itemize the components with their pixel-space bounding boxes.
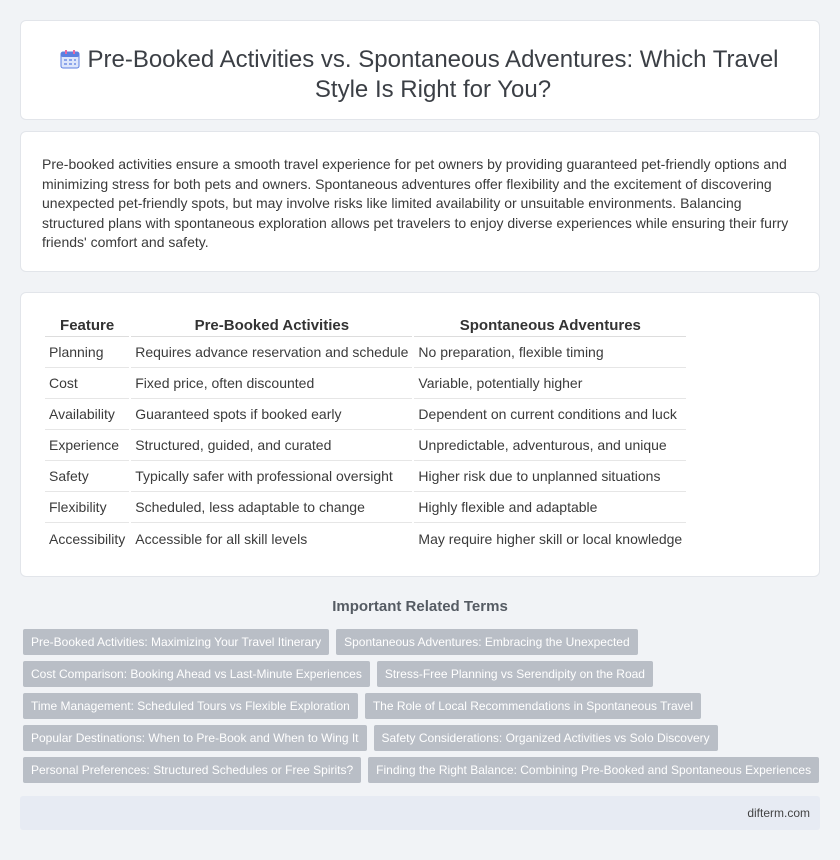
table-cell: No preparation, flexible timing [414,337,686,368]
intro-card [20,131,820,272]
table-cell: Unpredictable, adventurous, and unique [414,430,686,461]
table-cell: Cost [45,368,129,399]
table-row [45,523,686,554]
table-header-row [45,315,686,337]
table-cell: Higher risk due to unplanned situations [414,461,686,492]
title-card [20,20,820,120]
table-cell: Guaranteed spots if booked early [131,399,412,430]
related-term-tag[interactable]: Personal Preferences: Structured Schedules or Free Spirits? [23,757,361,783]
tag-row [23,725,823,751]
table-cell: Planning [45,337,129,368]
table-cell: Dependent on current conditions and luck [414,399,686,430]
table-cell: Accessibility [49,530,126,547]
table-row [45,492,686,523]
table-cell: Fixed price, often discounted [131,368,412,399]
related-term-tag[interactable]: Popular Destinations: When to Pre-Book and When to Wing It [23,725,367,751]
title-wrap [21,45,819,105]
table-cell: Safety [45,461,129,492]
column-header: Spontaneous Adventures [414,315,686,337]
table-cell: Flexibility [45,492,129,523]
tag-row [23,757,823,783]
table-cell: Typically safer with professional oversight [131,461,412,492]
related-term-tag[interactable]: Spontaneous Adventures: Embracing the Unexpected [336,629,638,655]
tag-row [23,629,823,655]
related-term-tag[interactable]: Stress-Free Planning vs Serendipity on the Road [377,661,653,687]
table-row [45,461,686,492]
footer-site-link[interactable]: difterm.com [747,806,810,820]
calendar-icon [59,48,81,70]
table-row [45,368,686,399]
related-term-tag[interactable]: Pre-Booked Activities: Maximizing Your Travel Itinerary [23,629,329,655]
intro-paragraph: Pre-booked activities ensure a smooth travel experience for pet owners by providing guaranteed pet-friendly options and minimizing stress for both pets and owners. Spontaneous adventures offer flexibility and the excitement of discovering unexpected pet-friendly spots, but may involve risks like limited availability or unsuitable environments. Balancing structured plans with spontaneous exploration allows pet travelers to enjoy diverse experiences while ensuring their furry friends' comfort and safety. [42,156,789,251]
column-header: Pre-Booked Activities [131,315,412,337]
footer [20,796,820,830]
table-cell: Scheduled, less adaptable to change [131,492,412,523]
related-term-tag[interactable]: The Role of Local Recommendations in Spontaneous Travel [365,693,701,719]
table-cell: Experience [45,430,129,461]
table-cell: Availability [45,399,129,430]
table-row [45,430,686,461]
table-cell: May require higher skill or local knowledge [418,530,683,547]
table-cell: Requires advance reservation and schedule [131,337,412,368]
related-term-tag[interactable]: Cost Comparison: Booking Ahead vs Last-Minute Experiences [23,661,370,687]
tag-row [23,693,823,719]
page-title: Pre-Booked Activities vs. Spontaneous Adventures: Which Travel Style Is Right for You? [87,46,779,103]
column-header: Feature [45,315,129,337]
table-row [45,399,686,430]
related-terms-heading: Important Related Terms [332,598,508,615]
table-cell: Variable, potentially higher [414,368,686,399]
related-terms-list [23,629,823,789]
tag-row [23,661,823,687]
comparison-table [43,315,688,554]
table-cell: Accessible for all skill levels [135,530,308,547]
table-row [45,337,686,368]
comparison-card [20,292,820,577]
related-term-tag[interactable]: Finding the Right Balance: Combining Pre-Booked and Spontaneous Experiences [368,757,819,783]
related-term-tag[interactable]: Safety Considerations: Organized Activities vs Solo Discovery [374,725,718,751]
related-term-tag[interactable]: Time Management: Scheduled Tours vs Flexible Exploration [23,693,358,719]
table-cell: Structured, guided, and curated [131,430,412,461]
table-cell: Highly flexible and adaptable [414,492,686,523]
